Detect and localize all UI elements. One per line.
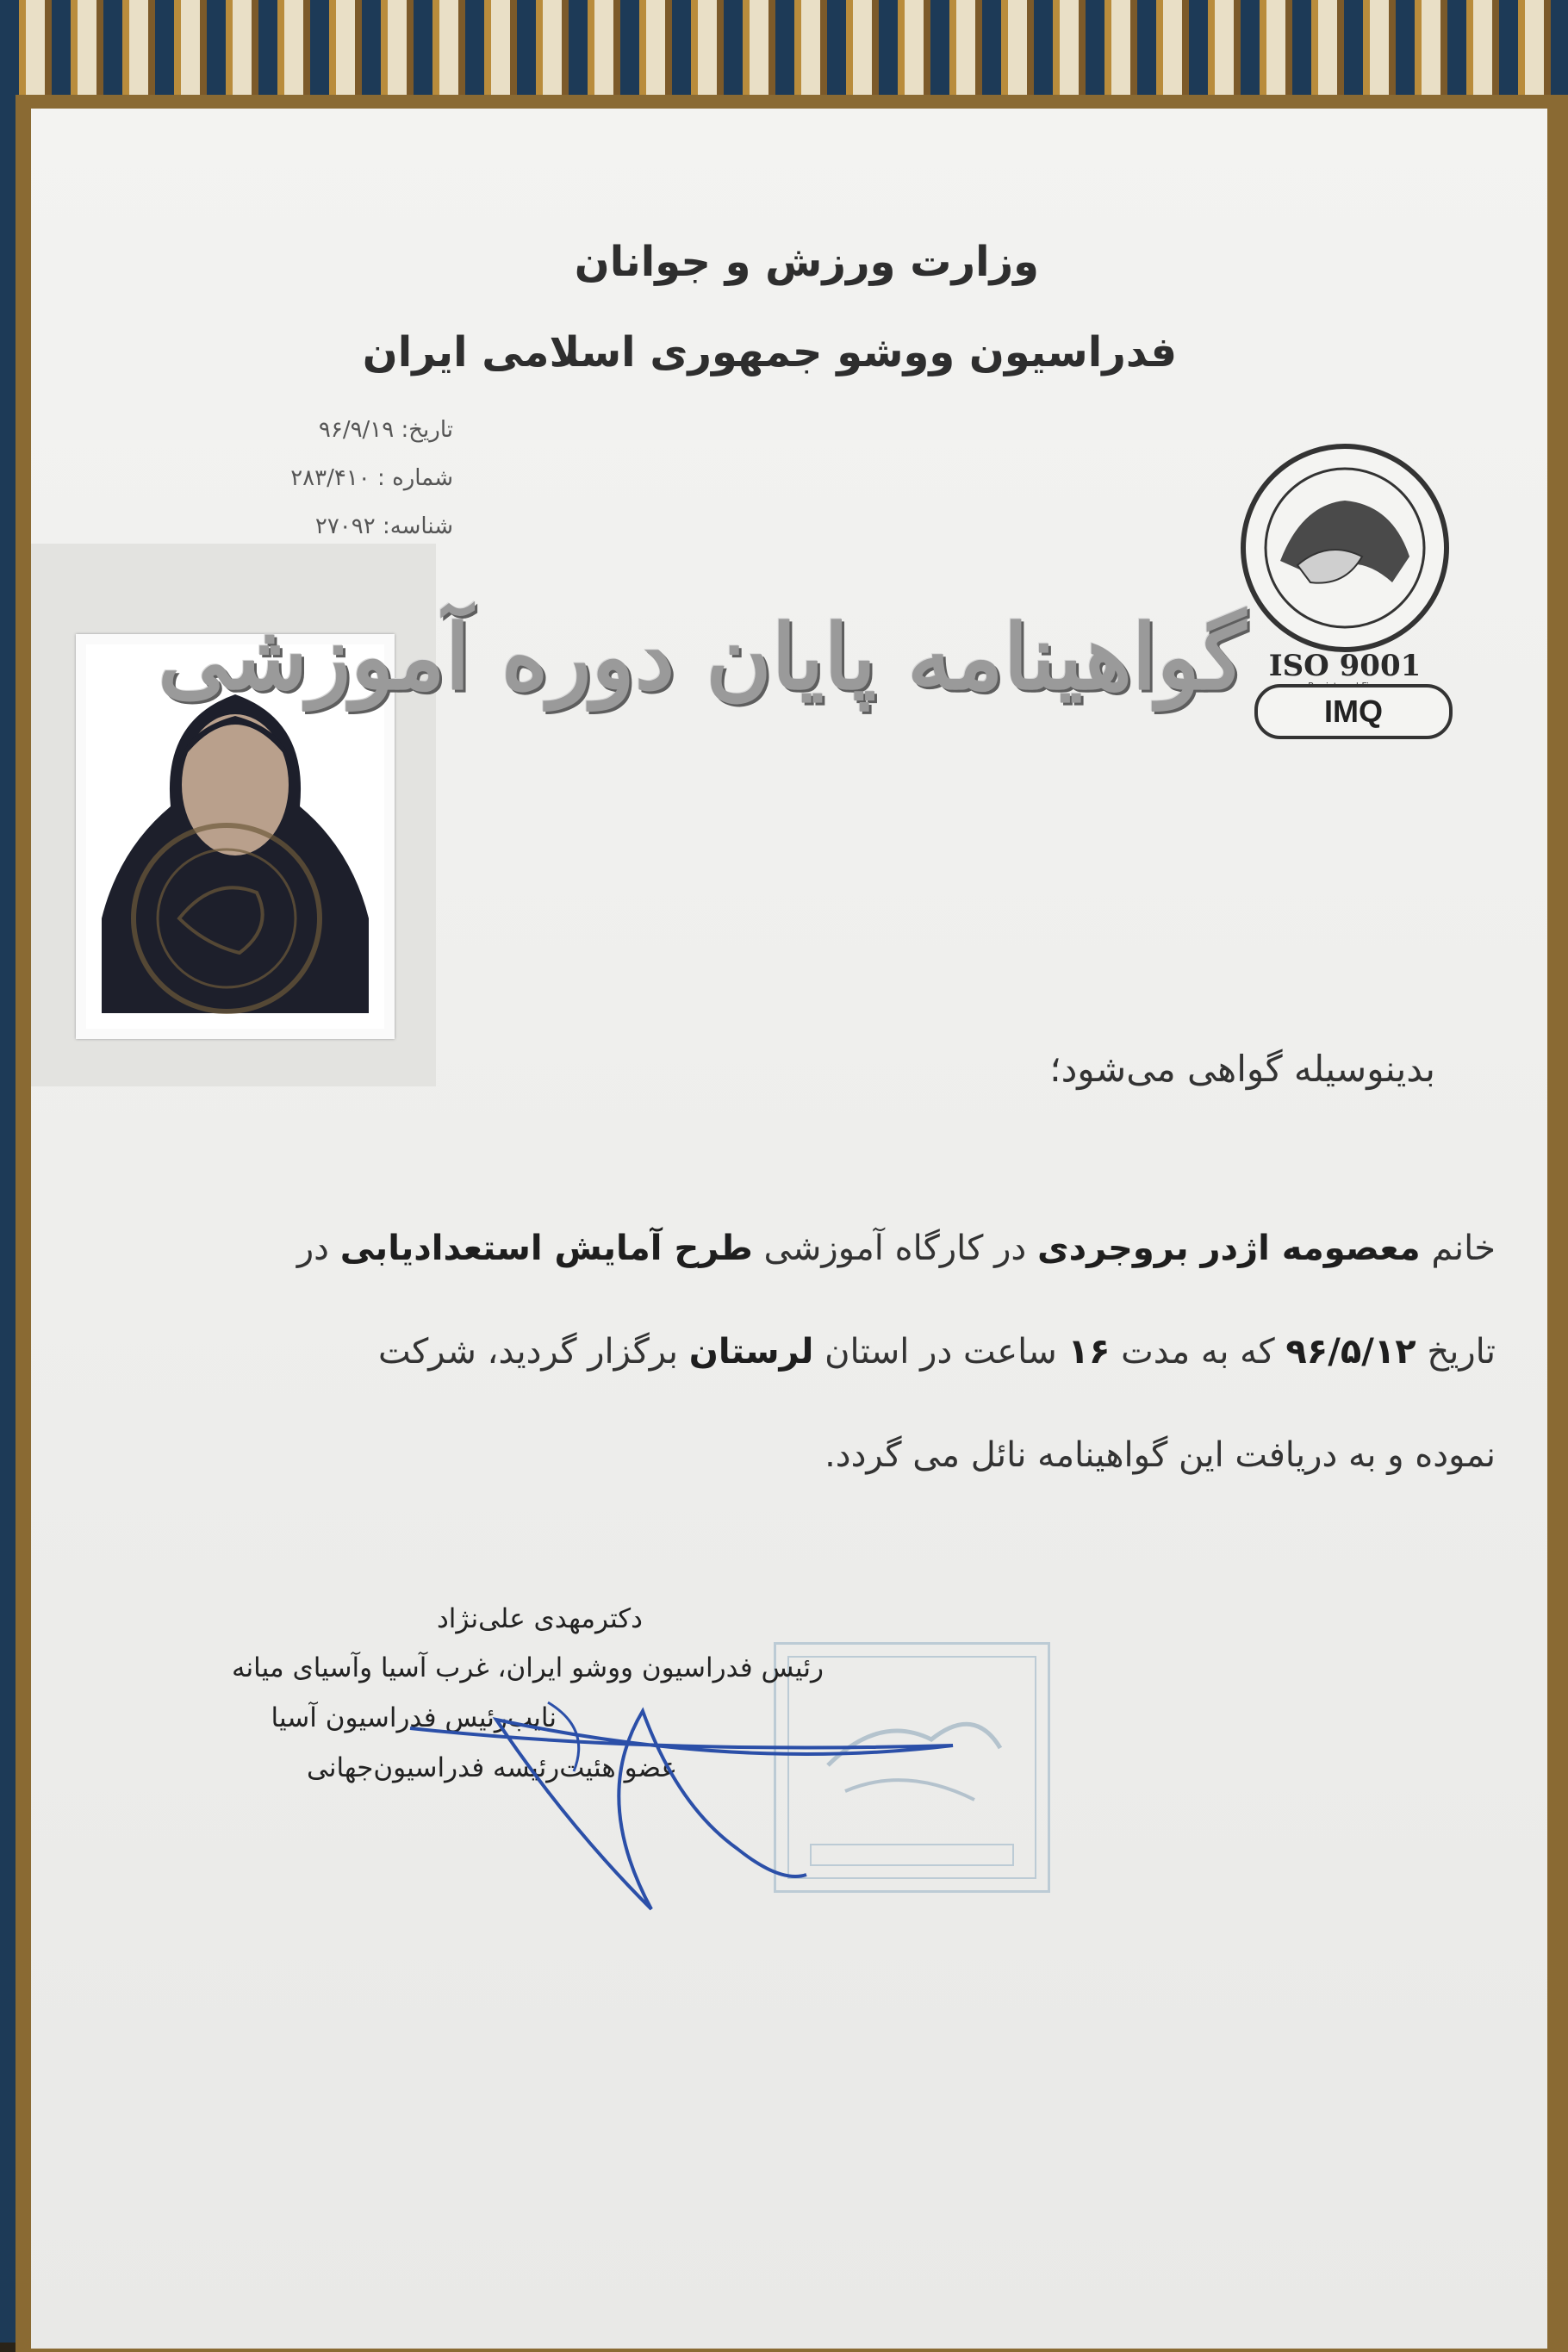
body-line-3: نموده و به دریافت این گواهینامه نائل می گردد. [824, 1435, 1496, 1475]
signatory-role-2: نایب‌رئیس فدراسیون آسیا [271, 1702, 557, 1733]
date-field: تاریخ: ۹۶/۹/۱۹ [318, 417, 453, 443]
handwritten-signature [393, 1694, 996, 1952]
text-segment: در [296, 1229, 340, 1268]
text-segment: برگزار گردید، شرکت [377, 1332, 689, 1372]
certificate-paper [31, 109, 1547, 2349]
province-name: لرستان [688, 1332, 814, 1372]
signatory-role-3: عضو هئیت‌رئیسه فدراسیون‌جهانی [307, 1752, 677, 1783]
text-segment: خانم [1420, 1229, 1496, 1268]
signatory-name: دکترمهدی علی‌نژاد [436, 1603, 643, 1634]
number-field: شماره : ۲۸۳/۴۱۰ [290, 465, 453, 491]
course-name: طرح آمایش استعدادیابی [339, 1229, 753, 1268]
id-field: شناسه: ۲۷۰۹۲ [314, 513, 453, 539]
text-segment: ساعت در استان [813, 1332, 1068, 1372]
course-hours: ۱۶ [1067, 1332, 1111, 1372]
body-line-1 [297, 1229, 1496, 1268]
federation-heading: فدراسیون ووشو جمهوری اسلامی ایران [362, 328, 1177, 376]
iso-label: ISO 9001 [1268, 649, 1422, 683]
imq-label: IMQ [1324, 694, 1383, 729]
federation-logo [1216, 436, 1474, 694]
body-line-2 [378, 1332, 1496, 1372]
ministry-heading: وزارت ورزش و جوانان [574, 238, 1039, 286]
imq-badge [1254, 684, 1453, 739]
certify-line: بدینوسیله گواهی می‌شود؛ [1049, 1048, 1435, 1090]
text-segment: که به مدت [1110, 1332, 1286, 1372]
recipient-name: معصومه اژدر بروجردی [1036, 1229, 1421, 1268]
text-segment: در کارگاه آموزشی [752, 1229, 1037, 1268]
course-date: ۹۶/۵/۱۲ [1285, 1332, 1416, 1372]
certificate-title: گواهینامه پایان دوره آموزشی [158, 604, 1246, 710]
signatory-role-1: رئیس فدراسیون ووشو ایران، غرب آسیا وآسیای میانه [231, 1652, 824, 1683]
text-segment: تاریخ [1416, 1332, 1496, 1372]
